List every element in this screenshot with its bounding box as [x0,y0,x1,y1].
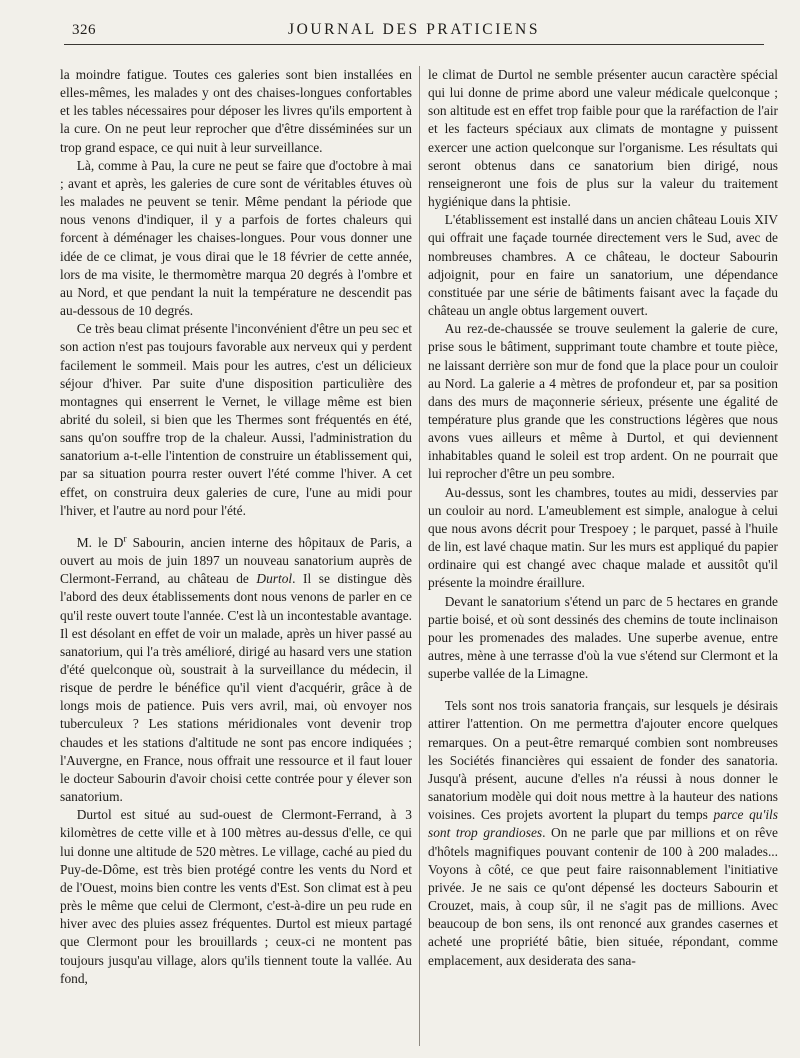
paragraph: Ce très beau climat présente l'inconvénient d'être un peu sec et son action n'est pas toujours favorable aux nerveux qui y perdent facilement le sommeil. Mais pour les autres, c'est un délicieux séjour d'hiver. Par suite d'une disposition particulière des montagnes qui enserrent le Vernet, le village même est bien abrité du soleil, si bien que les Thermes sont fréquentés en été, sans qu'on souffre trop de la chaleur. Aussi, l'administration du sanatorium a-t-elle l'intention de construire un établissement qui, par sa situation pourra rester ouvert l'été comme l'hiver. A cet effet, on construira deux galeries de cure, l'une au midi pour l'hiver, et l'autre au nord pour l'été. [60,321,412,518]
text-run: Tels sont nos trois sanatoria français, sur lesquels je désirais attirer l'attention. On me permettra d'ajouter encore quelques remarques. On a peut-être remarqué combien sont nombreuses les Sociétés financières qui essaient de fonder des sanatoria. Jusqu'à présent, aucune d'elles n'a réussi à nous donner le sanatorium modèle qui doit nous mettre à la hauteur des nations voisines. Ces projets avortent la plupart du temps [428,698,778,823]
paragraph-conclusion [428,697,778,969]
paragraph: L'établissement est installé dans un ancien château Louis XIV qui offrait une façade tournée directement vers le Sud, avec de nombreuses chambres. A ce château, le docteur Sabourin adjoignit, pour en faire un sanatorium, une dépendance constituée par une série de bâtiments faisant avec la façade du château un angle obtus largement ouvert. [428,212,778,319]
text-run: . On ne parle que par millions et on rêve d'hôtels magnifiques pouvant contenir de 100 à 200 malades... Voyons à côté, ce que peut faire raisonnablement l'initiative privée. Je ne sais ce qu'ont dépensé les docteurs Sabourin et Crouzet, mais, à coup sûr, il ne s'agit pas de millions. Avec beaucoup de bon sens, ils ont renoncé aux grandes casernes et acheté une propriété bâtie, bien située, répondant, comme emplacement, aux desiderata des sana- [428,825,778,968]
paragraph: Devant le sanatorium s'étend un parc de 5 hectares en grande partie boisé, et où sont dessinés des chemins de toute inclinaison pour les promenades des malades. Une superbe avenue, entre autres, mène à une terrasse d'où la vue s'étend sur Clermont et la superbe vallée de la Limagne. [428,593,778,682]
left-column [60,66,412,1046]
text-run: Sabourin, ancien interne des hôpitaux de Paris, a ouvert au mois de juin 1897 un nouveau sanatorium auprès de Clermont-Ferrand, au château de [60,534,412,587]
paragraph: la moindre fatigue. Toutes ces galeries sont bien installées en elles-mêmes, les malades y ont des chaises-longues confortables et les tables nécessaires pour déposer les livres qu'ils emportent à la cure. On ne peut leur reprocher que d'être disséminées sur un trop grand espace, ce qui nuit à leur surveillance. [60,67,412,155]
italic-phrase: parce qu'ils sont trop grandioses [428,807,778,841]
italic-place-name: Durtol [256,571,293,587]
paragraph: Au rez-de-chaussée se trouve seulement la galerie de cure, prise sous le bâtiment, supprimant toute chambre et toute pièce, ne laissant derrière son mur de fond que la place pour un couloir au Nord. La galerie a 4 mètres de profondeur et, par sa position dans des murs de maçonnerie sérieux, présente une égalité de température plus grande que les constructions légères que nous avons vues ailleurs et même à Durtol, et qui deviennent inhabitables quand le soleil est trop ardent. On ne pourrait que lui reprocher d'être un peu sombre. [428,321,778,482]
page-header [64,18,764,45]
column-divider [419,66,420,1046]
paragraph: Au-dessus, sont les chambres, toutes au midi, desservies par un couloir au nord. L'ameublement est simple, analogue à celui que nous avons décrit pour Trespoey ; le parquet, passé à l'huile de lin, est lavé chaque matin. Sur les murs est appliqué du papier ordinaire qui est changé avec chaque malade et aussitôt qu'il présente la moindre éraillure. [428,484,778,591]
paragraph-durtol-intro [60,534,412,806]
running-title: JOURNAL DES PRATICIENS [287,21,541,38]
paragraph: le climat de Durtol ne semble présenter aucun caractère spécial qui lui donne de prime abord une valeur médicale quelconque ; son altitude est en effet trop faible pour que la raréfaction de l'air et les facteurs spéciaux aux climats de montagne y puissent exercer une action quelconque sur l'organisme. Les résultats qui seront obtenus dans ce sanatorium bien dirigé, nous renseigneront une fois de plus sur la valeur du traitement hygiénique dans la phtisie. [428,67,778,210]
page-number: 326 [72,22,96,38]
text-run: . Il se distingue dès l'abord des deux établissements dont nous venons de parler en ce qu'il reste ouvert toute l'année. C'est là un incontestable avantage. Il est désolant en effet de voir un malade, après un hiver passé au sanatorium, qui l'a très amélioré, dirigé au hasard vers une station d'été quelconque où, soustrait à la surveillance du médecin, il risque de perdre le bénéfice qu'il vient d'acquérir, grâce à de longs mois de patience. Puis vers avril, mai, où envoyer nos tuberculeux ? Les stations méridionales vont devenir trop chaudes et les stations d'altitude ne sont pas encore indiquées ; l'Auvergne, en France, nous offrait une ressource et il faut louer le docteur Sabourin d'avoir choisi cette contrée pour y élever son sanatorium. [60,571,412,805]
text-run: M. le D [76,534,124,550]
superscript: r [123,533,127,545]
paragraph: Là, comme à Pau, la cure ne peut se faire que d'octobre à mai ; avant et après, les galeries de cure sont de véritables étuves où les malades ne peuvent se tenir. Même pendant la période que nous venons d'indiquer, il y a parfois de fortes chaleurs qui forcent à déménager les chaises-longues. Pour vous donner une idée de ce climat, je vous dirai que le 18 février de cette année, lors de ma visite, le thermomètre marqua 20 degrés à l'ombre et au Nord, et que pendant la nuit la température ne descendit pas au-dessous de 10 degrés. [60,157,412,319]
right-column [428,66,778,1046]
paragraph: Durtol est situé au sud-ouest de Clermont-Ferrand, à 3 kilomètres de cette ville et à 100 mètres au-dessus d'elle, ce qui lui donne une altitude de 520 mètres. Le village, caché au pied du Puy-de-Dôme, est très bien protégé contre les vents du Nord et de l'Ouest, moins bien contre les vents d'Est. Son climat est à peu près le même que celui de Clermont, c'est-à-dire un peu rude en hiver avec des pluies assez fréquentes. Durtol est mieux partagé que Clermont pour les brouillards ; ceux-ci ne montent pas toujours jusqu'au village, alors qu'ils tiennent toute la vallée. Au fond, [60,807,412,986]
